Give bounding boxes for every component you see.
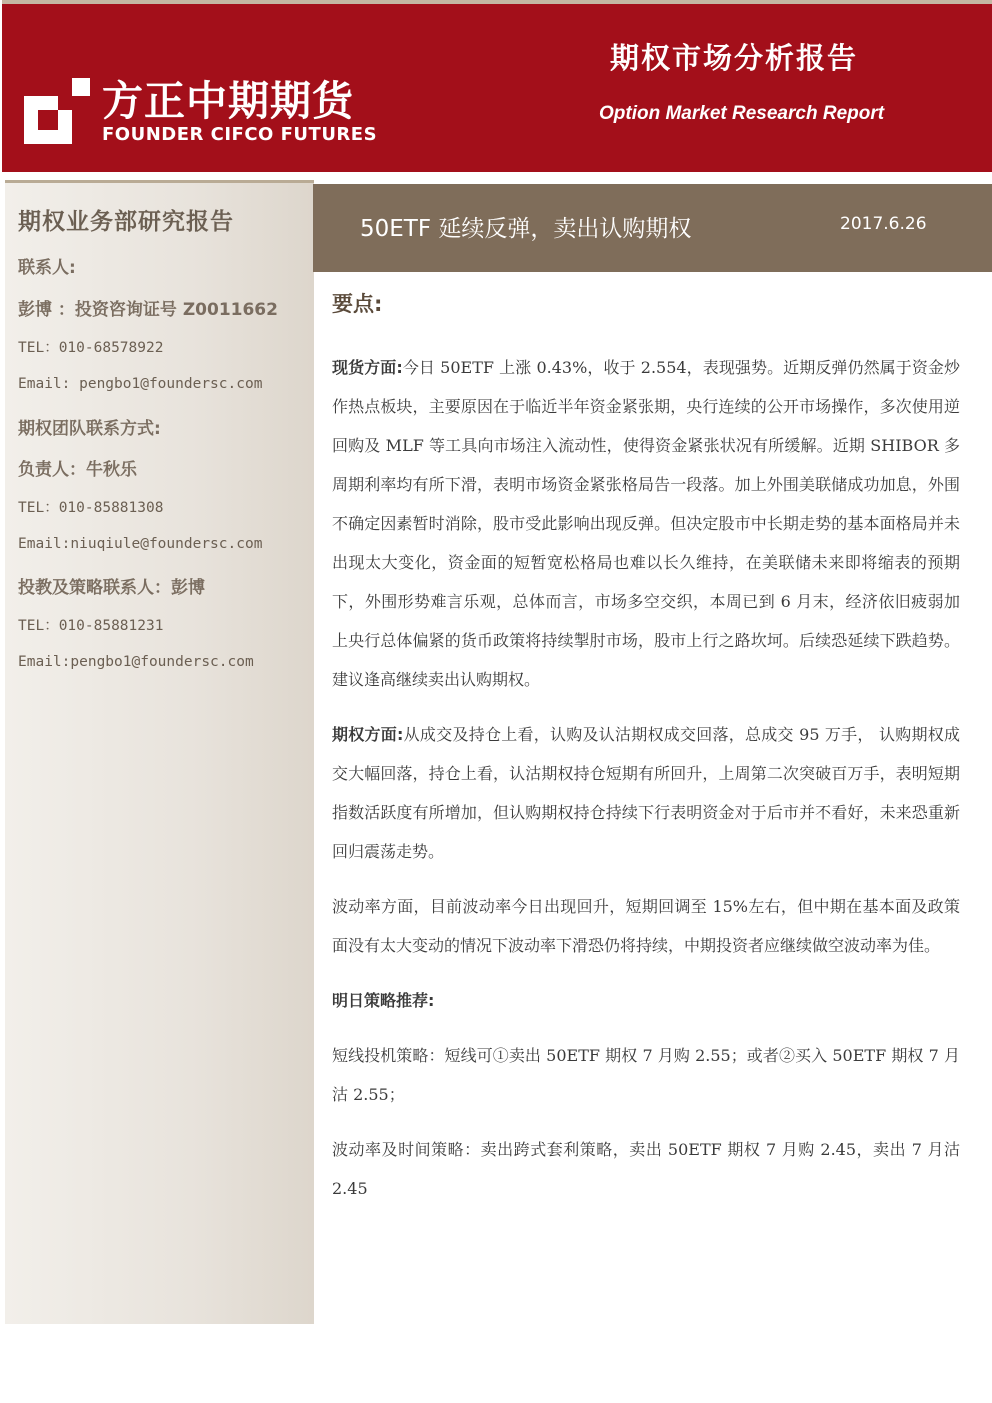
contact-heading: 联系人: bbox=[18, 258, 76, 278]
volatility-paragraph: 波动率方面，目前波动率今日出现回升，短期回调至 15%左右，但中期在基本面及政策面没有太大变动的情况下波动率下滑恐仍将持续，中期投资者应继续做空波动率为佳。 bbox=[332, 897, 960, 955]
report-body bbox=[332, 288, 960, 1224]
topic-title: 50ETF 延续反弹，卖出认购期权 bbox=[360, 216, 692, 242]
strategy-contact: 投教及策略联系人：彭博 bbox=[18, 578, 205, 598]
team-email[interactable]: Email:niuqiule@foundersc.com bbox=[18, 536, 263, 552]
team-lead: 负责人：牛秋乐 bbox=[18, 460, 137, 480]
strategy-heading: 明日策略推荐: bbox=[332, 991, 435, 1010]
contact-tel: TEL：010-68578922 bbox=[18, 340, 164, 356]
option-label: 期权方面: bbox=[332, 725, 404, 744]
options-paragraph bbox=[332, 715, 960, 871]
contact-analyst: 彭博 ：投资咨询证号 Z0011662 bbox=[18, 300, 278, 320]
short-term-strategy: 短线投机策略：短线可①卖出 50ETF 期权 7 月购 2.55；或者②买入 50ETF 期权 7 月沽 2.55； bbox=[332, 1046, 960, 1104]
report-date: 2017.6.26 bbox=[840, 214, 927, 234]
page-bottom-clip bbox=[320, 1226, 992, 1403]
report-title-english: Option Market Research Report bbox=[599, 103, 885, 124]
logo-chinese-name: 方正中期期货 bbox=[102, 77, 354, 125]
spot-label: 现货方面: bbox=[332, 358, 403, 377]
report-header bbox=[2, 0, 992, 172]
team-tel: TEL：010-85881308 bbox=[18, 500, 164, 516]
contact-email[interactable]: Email: pengbo1@foundersc.com bbox=[18, 376, 263, 392]
volatility-strategy: 波动率及时间策略：卖出跨式套利策略，卖出 50ETF 期权 7 月购 2.45，卖出 7 月沽 2.45 bbox=[332, 1140, 960, 1198]
founder-logo-icon bbox=[24, 78, 90, 144]
report-title-chinese: 期权市场分析报告 bbox=[610, 41, 859, 75]
header-top-line bbox=[2, 0, 992, 4]
key-points-title: 要点: bbox=[332, 292, 383, 316]
option-text: 从成交及持仓上看，认购及认沽期权成交回落，总成交 95 万手， 认购期权成交大幅回落，持仓上看，认沽期权持仓短期有所回升，上周第二次突破百万手，表明短期指数活跃度有所增加，但认购期权持仓持续下行表明资金对于后市并不看好，未来恐重新回归震荡走势。 bbox=[332, 725, 960, 861]
contact-sidebar bbox=[5, 180, 314, 1324]
strategy-email[interactable]: Email:pengbo1@foundersc.com bbox=[18, 654, 254, 670]
team-heading: 期权团队联系方式: bbox=[18, 419, 161, 439]
department-title: 期权业务部研究报告 bbox=[18, 209, 234, 235]
spot-text: 今日 50ETF 上涨 0.43%，收于 2.554，表现强势。近期反弹仍然属于资金炒作热点板块，主要原因在于临近半年资金紧张期，央行连续的公开市场操作，多次使用逆回购及 MLF 等工具向市场注入流动性，使得资金紧张状况有所缓解。近期 SHIBOR 多周期利率均有所下滑，表明市场资金紧张格局告一段落。加上外围美联储成功加息，外围不确定因素暂时消除，股市受此影响出现反弹。但决定股市中长期走势的基本面格局并未出现太大变化，资金面的短暂宽松格局也难以长久维持，在美联储未来即将缩表的预期下，外围形势难言乐观，总体而言，市场多空交织，本周已到 6 月末，经济依旧疲弱加上央行总体偏紧的货币政策将持续掣肘市场，股市上行之路坎坷。后续恐延续下跌趋势。建议逢高继续卖出认购期权。 bbox=[332, 358, 960, 689]
logo-english-name: FOUNDER CIFCO FUTURES bbox=[102, 124, 378, 145]
strategy-tel: TEL：010-85881231 bbox=[18, 618, 164, 634]
spot-market-paragraph bbox=[332, 348, 960, 699]
topic-banner bbox=[313, 184, 992, 272]
